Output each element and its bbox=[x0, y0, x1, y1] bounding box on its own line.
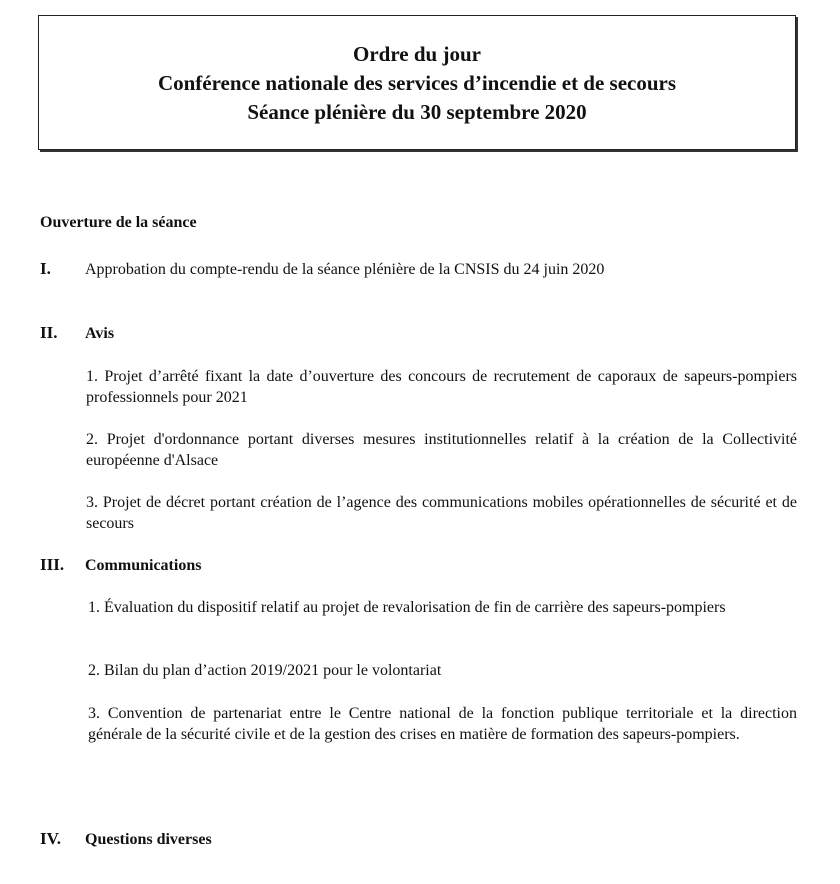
section-number: II. bbox=[40, 323, 58, 342]
communication-item-3: 3. Convention de partenariat entre le Centre national de la fonction publique territoriale et la direction générale de la sécurité civile et de la gestion des crises en matière de formation des sapeurs-pompiers. bbox=[88, 705, 797, 743]
avis-item-2: 2. Projet d'ordonnance portant diverses mesures institutionnelles relatif à la création de la Collectivité européenne d'Alsace bbox=[86, 431, 797, 469]
section-number: IV. bbox=[40, 829, 61, 848]
agenda-title: Ordre du jour bbox=[353, 42, 481, 66]
section-number: I. bbox=[40, 259, 51, 278]
section-number: III. bbox=[40, 555, 65, 574]
title-box bbox=[38, 15, 796, 150]
communication-item-2: 2. Bilan du plan d’action 2019/2021 pour le volontariat bbox=[88, 662, 442, 679]
avis-item-3: 3. Projet de décret portant création de l’agence des communications mobiles opérationnelles de sécurité et de secours bbox=[86, 494, 797, 532]
section-title: Communications bbox=[85, 557, 202, 574]
avis-item-1: 1. Projet d’arrêté fixant la date d’ouverture des concours de recrutement de caporaux de sapeurs-pompiers professionnels pour 2021 bbox=[86, 368, 797, 406]
section-questions bbox=[40, 829, 797, 849]
communication-item-1: 1. Évaluation du dispositif relatif au projet de revalorisation de fin de carrière des sapeurs-pompiers bbox=[88, 599, 726, 616]
section-communications bbox=[40, 555, 797, 575]
section-text: Approbation du compte-rendu de la séance plénière de la CNSIS du 24 juin 2020 bbox=[85, 261, 605, 278]
conference-title: Conférence nationale des services d’incendie et de secours bbox=[157, 71, 677, 95]
section-title: Avis bbox=[85, 325, 115, 342]
opening-heading: Ouverture de la séance bbox=[40, 214, 197, 231]
session-date: Séance plénière du 30 septembre 2020 bbox=[247, 100, 587, 124]
section-title: Questions diverses bbox=[85, 831, 212, 848]
section-approval bbox=[40, 259, 797, 279]
section-avis bbox=[40, 323, 797, 343]
